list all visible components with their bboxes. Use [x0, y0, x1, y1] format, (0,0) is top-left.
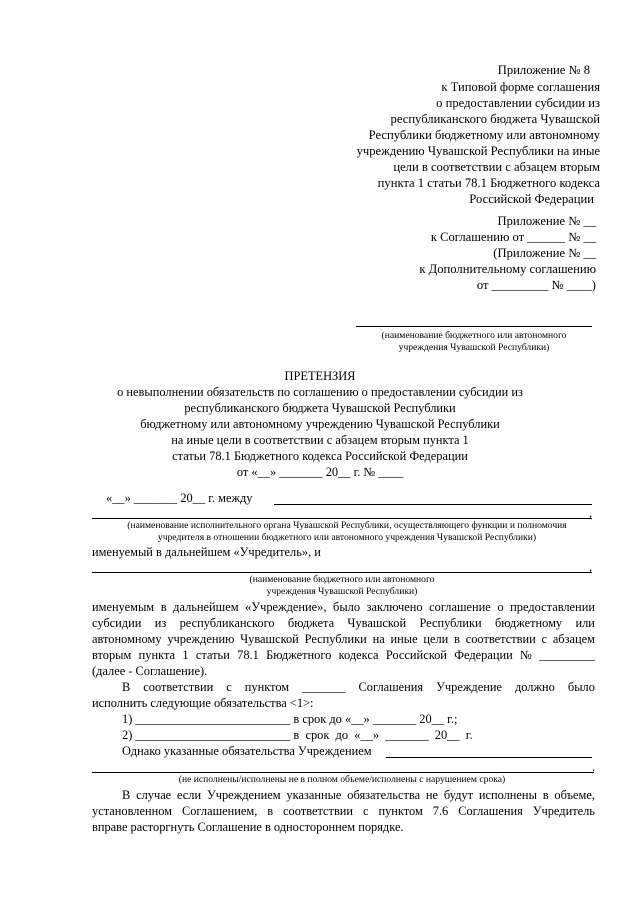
title-line: на иные цели в соответствии с абзацем вторым пункта 1 [171, 433, 469, 447]
word: пунктом [378, 804, 423, 818]
addressee-fill-line [356, 326, 592, 327]
word: Учреждение [436, 680, 502, 694]
institution-caption: (наименование бюджетного или автономного [249, 574, 435, 585]
word: абзацем [552, 632, 595, 646]
word: иные [390, 632, 418, 646]
word: Чувашской [240, 632, 299, 646]
agreement-ref-line: от _________ № ____) [476, 278, 596, 292]
paragraph-1-line [92, 600, 595, 615]
institution-comma: , [589, 560, 593, 574]
word: Учреждением [206, 788, 281, 802]
word: с [541, 632, 548, 646]
word: Бюджетного [266, 648, 332, 662]
word: случае [136, 788, 172, 802]
word: было [567, 680, 595, 694]
agreement-ref-line: к Дополнительному соглашению [419, 262, 596, 276]
word: было [333, 600, 361, 614]
word: пунктом [244, 680, 290, 694]
paragraph-1-line [92, 632, 595, 647]
word: «Учреждение», [245, 600, 327, 614]
word: цели [423, 632, 449, 646]
appendix-line: Приложение № 8 [497, 63, 590, 77]
word: обязательства [347, 788, 421, 802]
word: будут [443, 788, 474, 802]
title-line: от «__» _______ 20__ г. № ____ [236, 465, 404, 479]
agreement-ref-line: (Приложение № __ [493, 246, 596, 260]
appendix-line: республиканского бюджета Чувашской [390, 112, 600, 126]
paragraph-1-line: (далее - Соглашение). [92, 664, 208, 678]
between-fill-line [274, 504, 592, 505]
word: № [520, 648, 532, 662]
agreement-ref-line: Приложение № __ [497, 214, 596, 228]
word: кодекса [338, 648, 379, 662]
word: Республики [304, 632, 367, 646]
agreement-ref-line: к Соглашению от ______ № __ [430, 230, 596, 244]
word: предоставлении [510, 600, 595, 614]
word: или [575, 616, 595, 630]
word: 78.1 [237, 648, 259, 662]
founder-caption: учредителя в отношении бюджетного или автономного учреждения Чувашской Республики) [157, 532, 537, 543]
word: В [122, 680, 131, 694]
appendix-line: цели в соответствии с абзацем вторым [393, 160, 600, 174]
addressee-caption: учреждения Чувашской Республики) [398, 342, 550, 353]
word: Республики [419, 616, 482, 630]
word: 7.6 [432, 804, 449, 818]
paragraph-1-line [92, 616, 595, 631]
institution-caption: учреждения Чувашской Республики) [266, 586, 418, 597]
word: учреждению [167, 632, 235, 646]
word: в [542, 788, 549, 802]
word: на [372, 632, 385, 646]
word: соответствии [283, 804, 354, 818]
title-line: бюджетному или автономному учреждению Чувашской Республики [140, 417, 500, 431]
founder-named: именуемый в дальнейшем «Учредитель», и [92, 545, 321, 559]
founder-fill-line [92, 518, 592, 519]
word: вторым [92, 648, 132, 662]
word: Федерации [454, 648, 513, 662]
paragraph-3-line [122, 788, 595, 803]
word: заключено [366, 600, 423, 614]
institution-fill-line [92, 572, 592, 573]
word: в [160, 600, 167, 614]
word: объеме, [554, 788, 595, 802]
paragraph-3-line: вправе расторгнуть Соглашение в одностороннем порядке. [92, 820, 404, 834]
word: _________ [539, 648, 595, 662]
word: республиканского [179, 616, 275, 630]
founder-caption: (наименование исполнительного органа Чувашской Республики, осуществляющего функции и полномочия [127, 520, 567, 531]
word: пункта [138, 648, 176, 662]
status-caption: (не исполнены/исполнены не в полном объеме/исполнены с нарушением срока) [178, 774, 506, 785]
however-line: Однако указанные обязательства Учреждением [122, 744, 372, 758]
title-line: республиканского бюджета Чувашской Республики [184, 401, 456, 415]
word: если [177, 788, 202, 802]
word: из [154, 616, 167, 630]
word: бюджета [287, 616, 335, 630]
word: бюджетному [494, 616, 563, 630]
however-fill-line [386, 757, 592, 758]
word: Российской [385, 648, 447, 662]
word: дальнейшем [173, 600, 239, 614]
word: с [363, 804, 369, 818]
word: Соглашения [358, 680, 424, 694]
word: субсидии [92, 616, 142, 630]
word: не [425, 788, 439, 802]
paragraph-2-line [122, 680, 595, 695]
founder-comma: , [589, 506, 593, 520]
word: указанные [286, 788, 342, 802]
date-between: «__» _______ 20__ г. между [106, 491, 253, 505]
addressee-caption: (наименование бюджетного или автономного [381, 330, 567, 341]
word: Чувашской [347, 616, 407, 630]
word: именуемым [92, 600, 155, 614]
word: Соглашением, [181, 804, 258, 818]
word: Соглашения [458, 804, 523, 818]
word: автономному [92, 632, 162, 646]
word: соглашение [429, 600, 491, 614]
word: соответствии [465, 632, 536, 646]
word: должно [514, 680, 555, 694]
paragraph-3-line [92, 804, 595, 819]
word: установленном [92, 804, 173, 818]
paragraph-1-line [92, 648, 595, 663]
word: 1 [182, 648, 189, 662]
word: статьи [195, 648, 230, 662]
title-line: статьи 78.1 Бюджетного кодекса Российской Федерации [172, 449, 468, 463]
appendix-line: к Типовой форме соглашения [441, 80, 600, 94]
word: с [226, 680, 232, 694]
word: _______ [302, 680, 346, 694]
paragraph-2-line: исполнить следующие обязательства <1>: [92, 696, 314, 710]
document-title: ПРЕТЕНЗИЯ [284, 369, 356, 383]
status-period: . [592, 760, 596, 774]
word: соответствии [143, 680, 214, 694]
word: в [454, 632, 460, 646]
status-fill-line [92, 772, 594, 773]
title-line: о невыполнении обязательств по соглашению о предоставлении субсидии из [117, 385, 523, 399]
appendix-line: Республики бюджетному или автономному [368, 128, 600, 142]
appendix-line: о предоставлении субсидии из [436, 96, 600, 110]
word: о [497, 600, 504, 614]
word: В [122, 788, 131, 802]
appendix-line: пункта 1 статьи 78.1 Бюджетного кодекса [377, 176, 600, 190]
appendix-line: Российской Федерации [469, 192, 594, 206]
word: в [267, 804, 274, 818]
word: Учредитель [532, 804, 595, 818]
obligation-item-1: 1) _________________________ в срок до «__» _______ 20__ г.; [122, 712, 458, 726]
appendix-line: учреждению Чувашской Республики на иные [356, 144, 600, 158]
word: исполнены [478, 788, 537, 802]
obligation-item-2: 2) _________________________ в срок до «__» _______ 20__ г. [122, 728, 473, 742]
